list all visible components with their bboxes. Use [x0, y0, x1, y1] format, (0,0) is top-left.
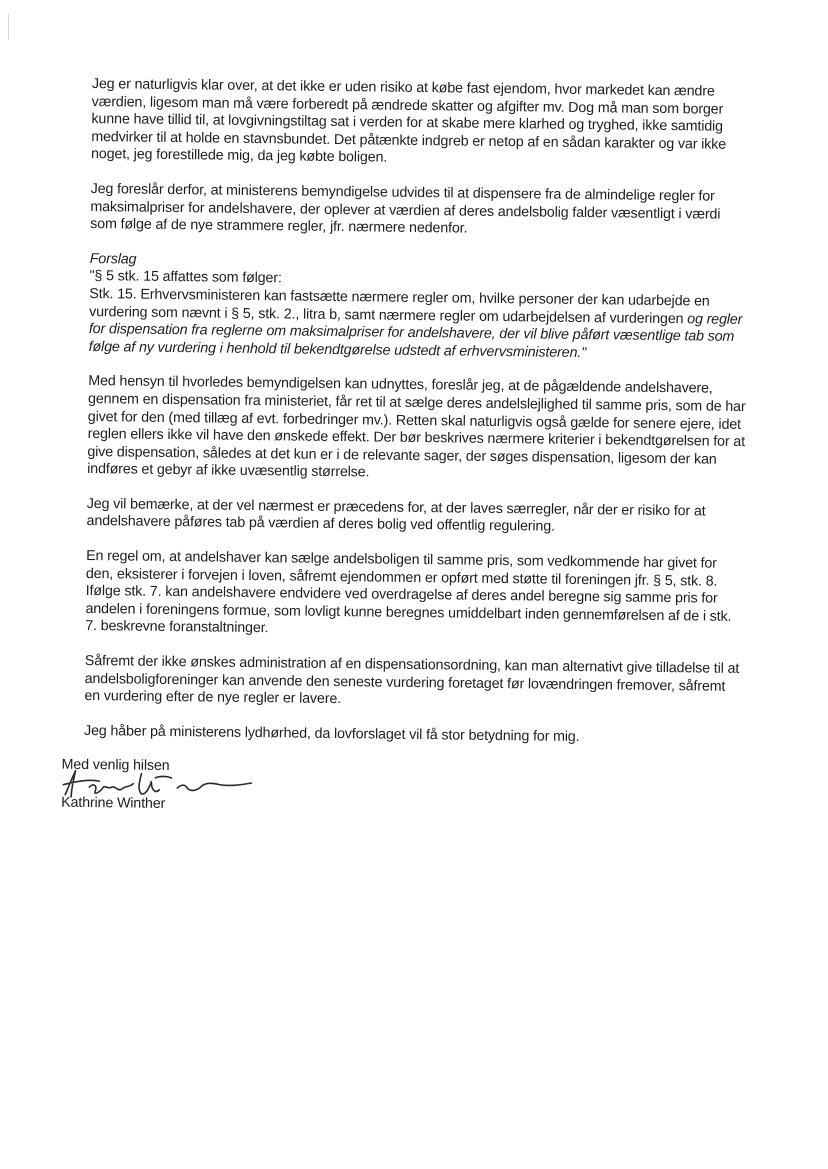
paragraph-risk: Jeg er naturligvis klar over, at det ikke er uden risiko at købe fast ejendom, hvor markedet kan ændre værdien, ligesom man må være forberedt på ændrede skatter og afgifter mv. Dog må man som borger kunne have tillid til, at lovgivningstiltag sat i verden for at skabe mere klarhed og tryghed, ikke samtidig medvirker til at holde en stavnsbundet. Det påtænkte indgreb er netop af en sådan karakter og var ikke noget, jeg forestillede mig, da jeg købte boligen. [90, 76, 727, 166]
proposal-heading: "§ 5 stk. 15 affattes som følger: [89, 268, 282, 287]
scan-edge-mark [8, 14, 9, 40]
proposal-block [89, 251, 750, 365]
paragraph-existing-rule: En regel om, at andelshaver kan sælge andelsboligen til samme pris, som vedkommende har givet for den, eksisterer i forvejen i loven, såfremt ejendommen er opført med støtte til foreningen jfr. § 5, stk. 8. Ifølge stk. 7. kan andelshavere endvidere ved overdragelse af deres andel beregne sig samme pris for andelen i foreningens formue, som lovligt kunne beregnes umiddelbart inden gennemførelsen af de i stk. 7. beskrevne foranstaltninger. [85, 548, 732, 637]
signer-name: Kathrine Winther [61, 795, 166, 813]
paragraph-precedence: Jeg vil bemærke, at der vel nærmest er præcedens for, at der laves særregler, når der er risiko for at andelshavere påføres tab på værdien af deres bolig ved offentlig regulering. [86, 495, 706, 536]
paragraph-closing-hope: Jeg håber på ministerens lydhørhed, da lovforslaget vil få stor betydning for mig. [83, 722, 580, 745]
paragraph-proposal-intro: Jeg foreslår derfor, at ministerens bemyndigelse udvides til at dispensere fra de almindelige regler for maksimalpriser for andelshavere, der oplever at værdien af deres andelsbolig falder væsentligt i værdi som følge af de nye strammere regler, jfr. nærmere nedenfor. [90, 180, 721, 237]
proposal-label: Forslag [89, 250, 137, 268]
proposal-text-regular: Stk. 15. Erhvervsministeren kan fastsætte nærmere regler om, hvilke personer der kan udarbejde en vurdering som nævnt i § 5, stk. 2., litra b, samt nærmere regler om udarbejdelsen af vurderingen [89, 285, 710, 327]
letter-page [61, 76, 752, 835]
proposal-text [89, 286, 750, 364]
signoff-block [61, 757, 744, 835]
proposal-text-italic: og regler for dispensation fra reglerne om maksimalpriser for andelshavere, der vil blive påført væsentlige tab som følge af ny vurdering i henhold til bekendtgørelse udstedt af erhvervsministeren." [88, 310, 743, 361]
paragraph-alternative: Såfremt der ikke ønskes administration af en dispensationsordning, kan man alternativt give tilladelse til at andelsboligforeninger kan anvende den seneste vurdering foretaget før lovændringen fremover, såfremt en vurdering efter de nye regler er lavere. [84, 652, 740, 708]
paragraph-use-of-authority: Med hensyn til hvorledes bemyndigelsen kan udnyttes, foreslår jeg, at de pågældende andelshavere, gennem en dispensation fra ministeriet, får ret til at sælge deres andelslejlighed til samme pris, som de har givet for den (med tillæg af evt. forbedringer mv.). Retten skal naturligvis også gælde for senere ejere, idet reglen ellers ikke vil have den ønskede effekt. Der bør beskrives nærmere kriterier i bekendtgørelsen for at give dispensation, således at det kun er i de relevante sager, der søges dispensation, ligesom der kan indføres et gebyr af ikke uvæsentlig størrelse. [87, 373, 746, 481]
closing-salutation: Med venlig hilsen [61, 757, 170, 775]
